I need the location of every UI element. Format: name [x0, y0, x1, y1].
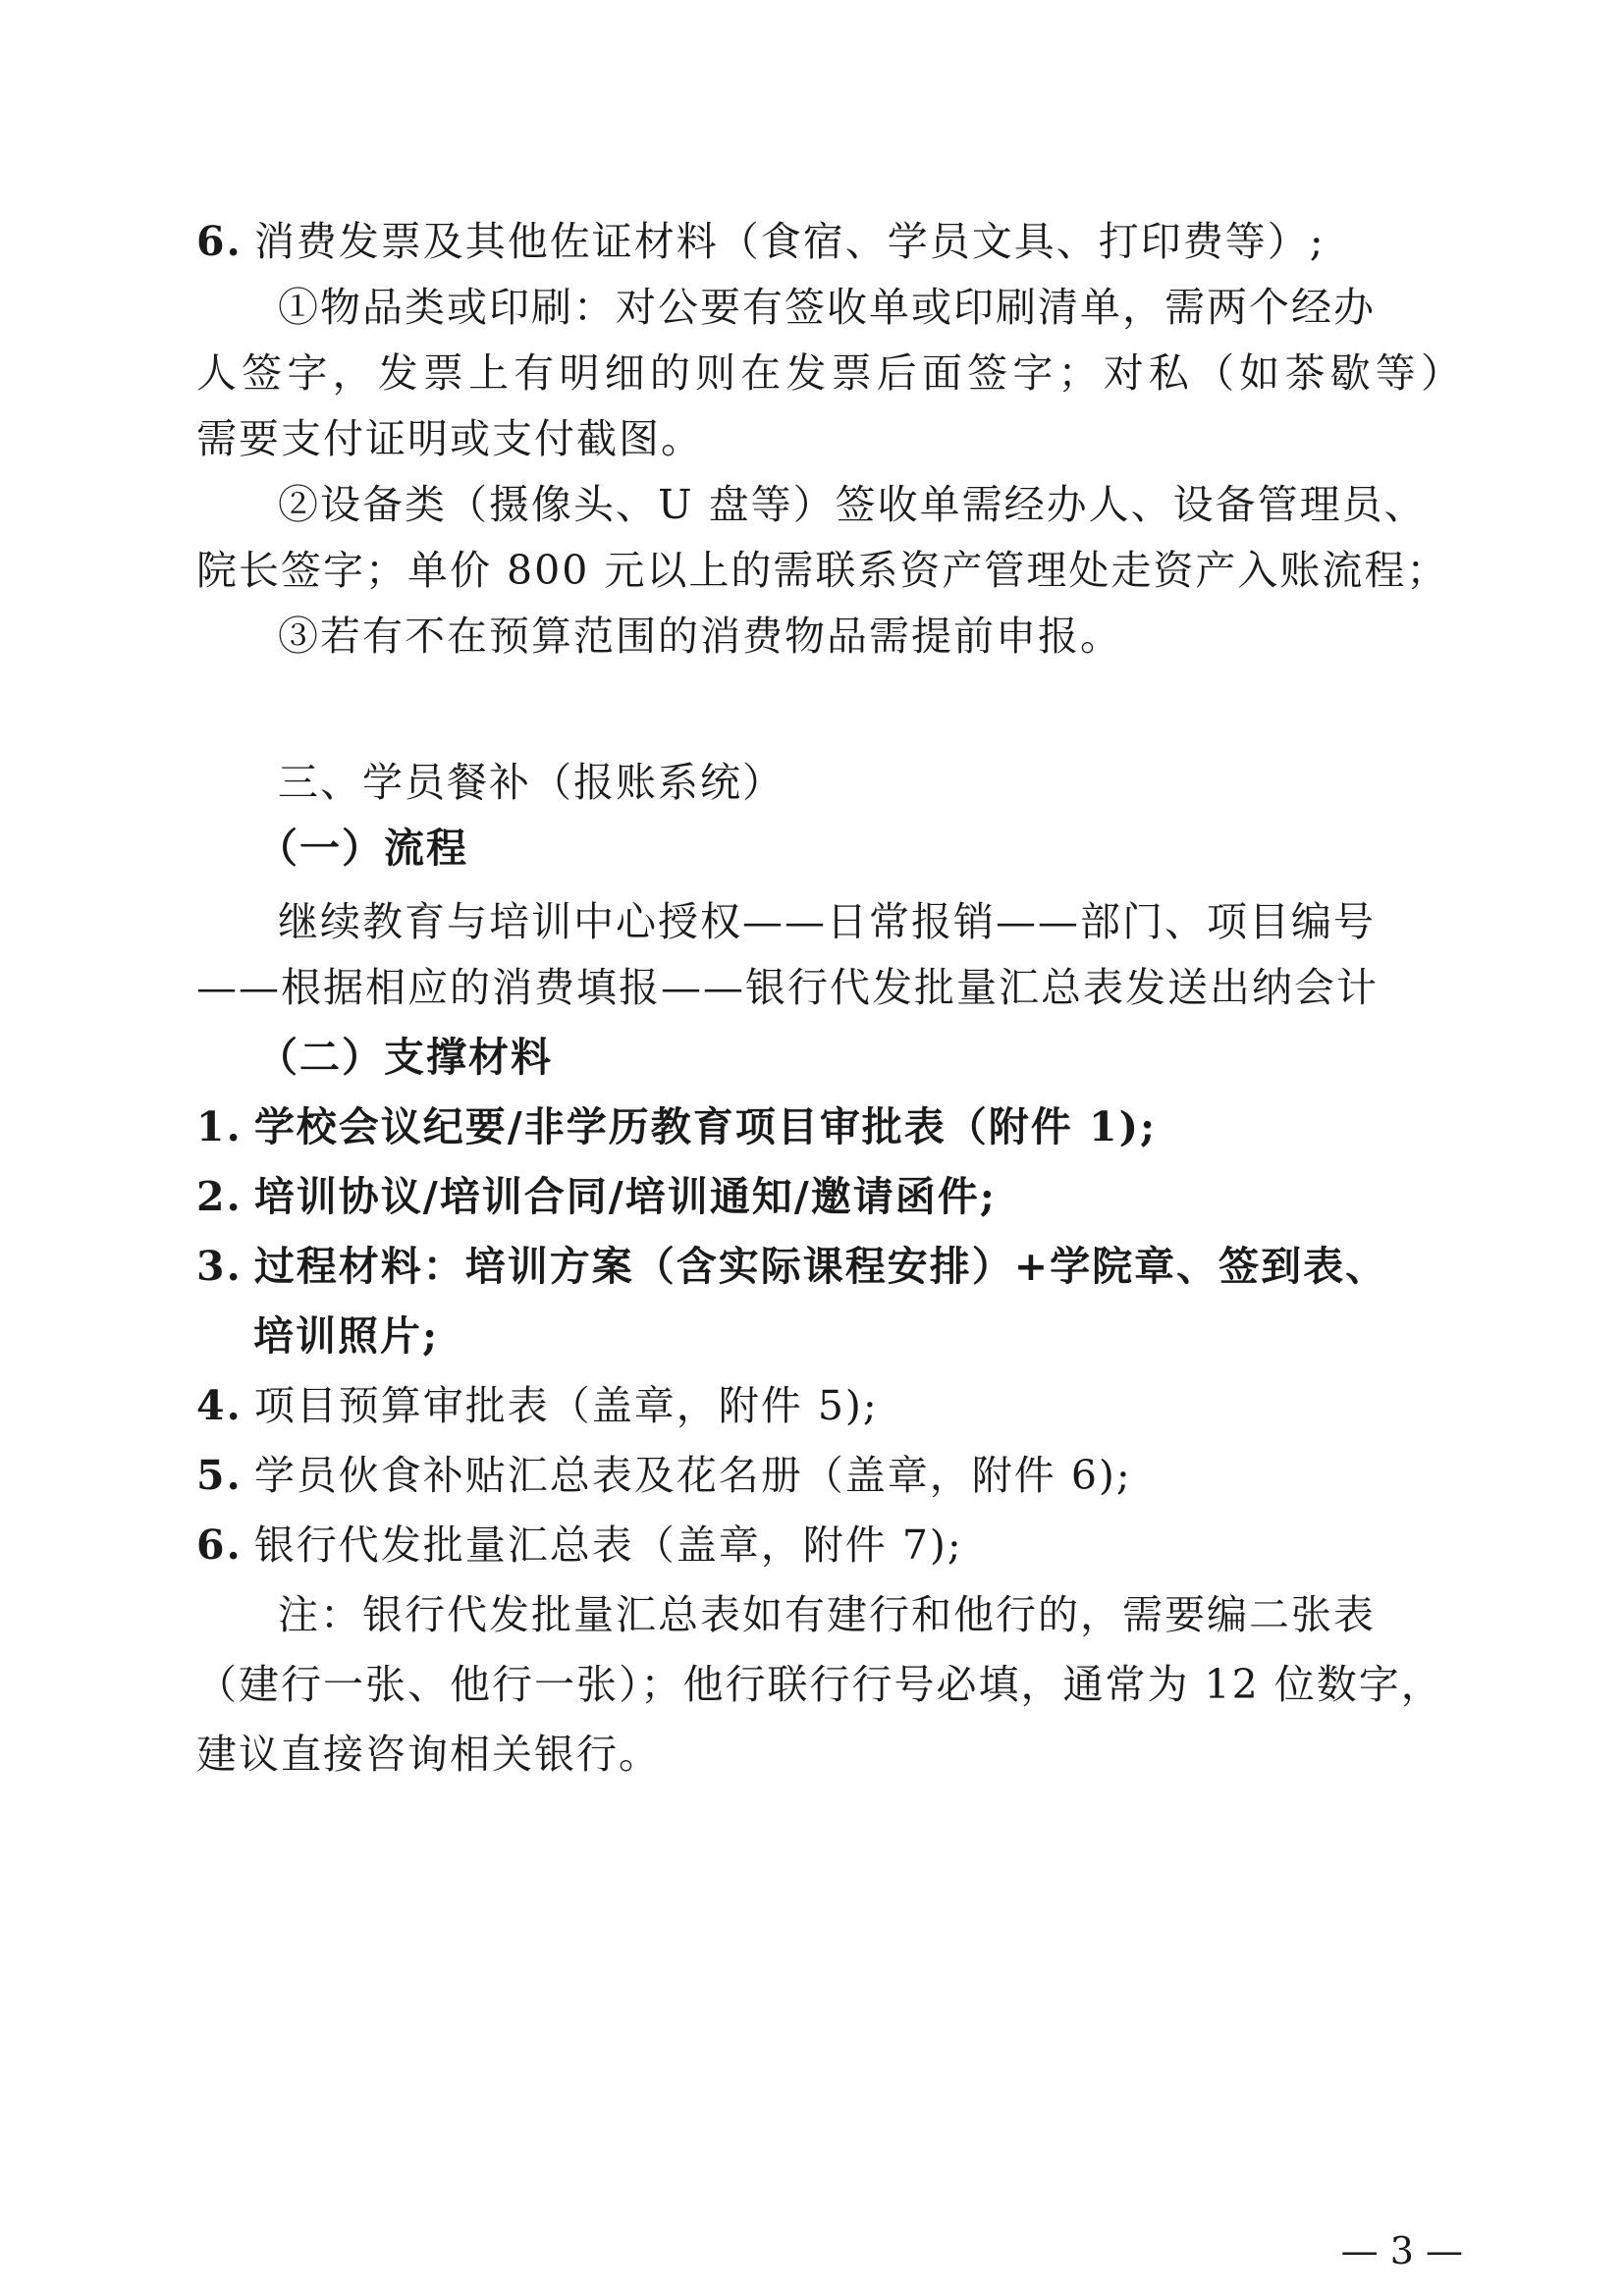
paragraph-text: ③若有不在预算范围的消费物品需提前申报。 [278, 613, 1122, 660]
section-heading [278, 753, 1544, 812]
paragraph-line [196, 409, 1463, 468]
list-item-4 [196, 1376, 1463, 1435]
note-line [196, 1655, 1463, 1714]
list-text: 消费发票及其他佐证材料（食宿、学员文具、打印费等）; [253, 218, 1326, 265]
list-text: 学校会议纪要/非学历教育项目审批表（附件 1); [253, 1103, 1158, 1150]
paragraph-line [196, 541, 1463, 600]
paragraph-line [278, 278, 1544, 337]
subsection-heading [257, 1028, 1524, 1087]
subsection-heading [257, 819, 1524, 878]
paragraph-line [278, 892, 1544, 951]
list-number: 4. [196, 1382, 243, 1429]
list-text: 过程材料：培训方案（含实际课程安排）+学院章、签到表、 [253, 1243, 1388, 1290]
list-item-2 [196, 1167, 1463, 1226]
list-item-6 [196, 212, 1463, 271]
note-line [278, 1585, 1544, 1644]
paragraph-text: 院长签字；单价 800 元以上的需联系资产管理处走资产入账流程； [196, 547, 1449, 594]
list-text: 银行代发批量汇总表（盖章，附件 7); [253, 1522, 963, 1569]
paragraph-text: ①物品类或印刷：对公要有签收单或印刷清单，需两个经办 [278, 284, 1376, 331]
paragraph-line [278, 607, 1544, 666]
list-number: 6. [196, 218, 243, 265]
paragraph-text: ——根据相应的消费填报——银行代发批量汇总表发送出纳会计 [196, 964, 1379, 1011]
list-number: 5. [196, 1452, 243, 1499]
paragraph-text: 需要支付证明或支付截图。 [196, 415, 703, 462]
page-number: — 3 — [1340, 2229, 1463, 2272]
note-text: 建议直接咨询相关银行。 [196, 1731, 661, 1778]
list-number: 6. [196, 1522, 243, 1569]
paragraph-text: ②设备类（摄像头、U 盘等）签收单需经办人、设备管理员、 [278, 481, 1427, 528]
list-text: 学员伙食补贴汇总表及花名册（盖章，附件 6); [253, 1452, 1132, 1499]
list-item-5 [196, 1446, 1463, 1505]
subsection-heading-text: （一）流程 [257, 825, 468, 872]
note-text: 注：银行代发批量汇总表如有建行和他行的，需要编二张表 [278, 1591, 1376, 1638]
list-number: 2. [196, 1173, 243, 1220]
list-item-1 [196, 1097, 1463, 1156]
list-item-6b [196, 1516, 1463, 1575]
list-text: 项目预算审批表（盖章，附件 5); [253, 1382, 879, 1429]
note-line [196, 1725, 1463, 1784]
paragraph-text: 继续教育与培训中心授权——日常报销——部门、项目编号 [278, 898, 1376, 945]
paragraph-line [278, 475, 1544, 534]
paragraph-text: 人签字，发票上有明细的则在发票后面签字；对私（如茶歇等） [196, 349, 1463, 397]
list-number: 1. [196, 1103, 243, 1150]
list-number: 3. [196, 1243, 243, 1290]
paragraph-line [196, 344, 1463, 402]
section-heading-text: 三、学员餐补（报账系统） [278, 759, 785, 806]
subsection-heading-text: （二）支撑材料 [257, 1034, 553, 1081]
list-item-3 [196, 1237, 1463, 1296]
note-text: （建行一张、他行一张）；他行联行行号必填，通常为 12 位数字， [196, 1661, 1443, 1708]
list-text: 培训协议/培训合同/培训通知/邀请函件; [253, 1173, 997, 1220]
list-item-continuation [253, 1307, 1520, 1365]
list-text: 培训照片; [253, 1312, 440, 1360]
paragraph-line [196, 958, 1463, 1017]
